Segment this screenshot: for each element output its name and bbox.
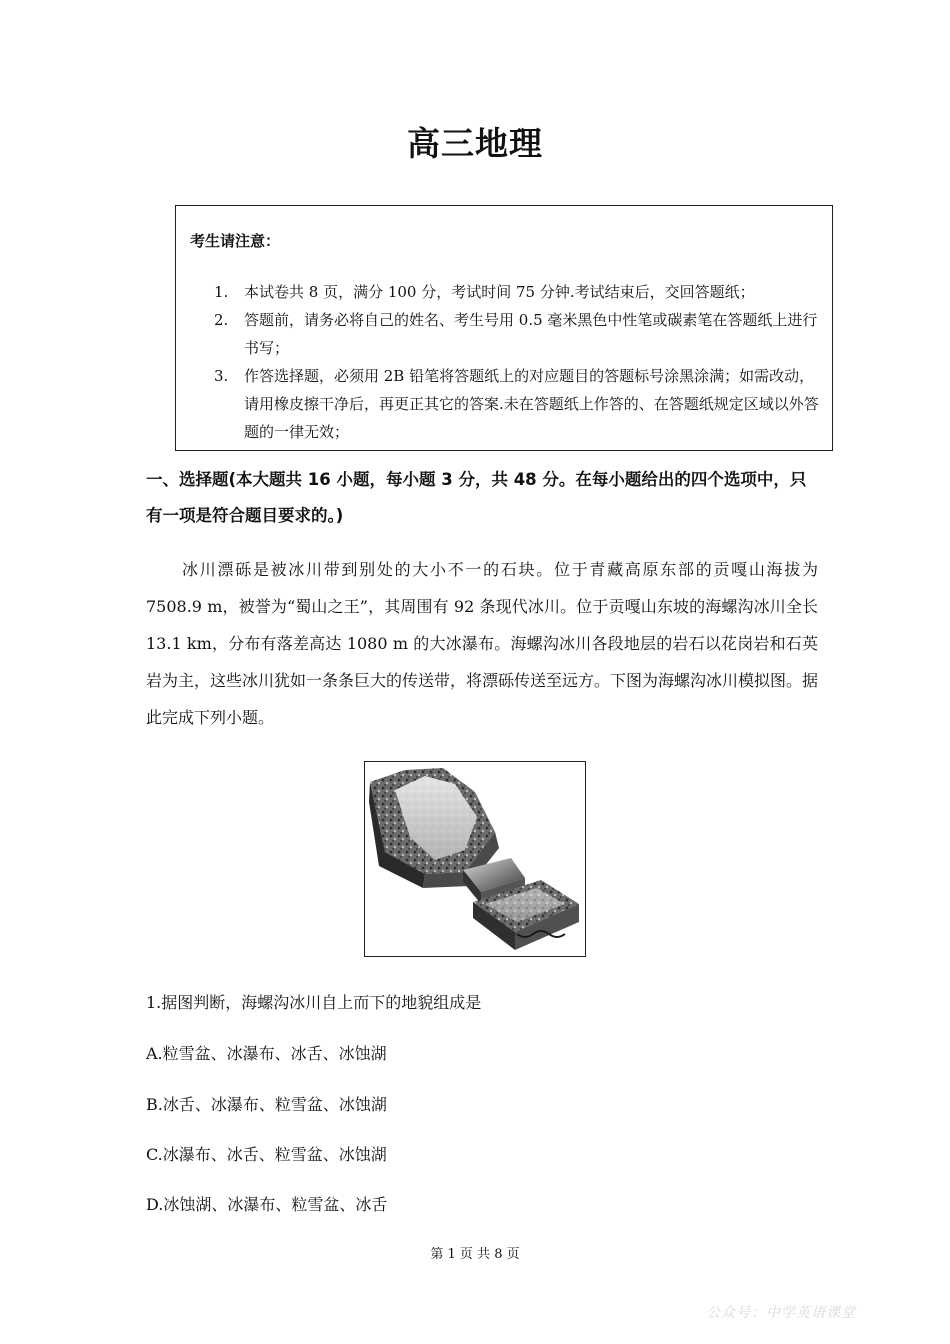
notice-item xyxy=(214,362,824,446)
glacier-model-figure xyxy=(364,761,586,957)
reading-passage: 冰川漂砾是被冰川带到别处的大小不一的石块。位于青藏高原东部的贡嘎山海拔为 7508.9 m，被誉为“蜀山之王”，其周围有 92 条现代冰川。位于贡嘎山东坡的海螺沟冰川全长 13.1 km，分布有落差高达 1080 m 的大冰瀑布。海螺沟冰川各段地层的岩石以花岗岩和石英岩为主，这些冰川犹如一条条巨大的传送带，将漂砾传送至远方。下图为海螺沟冰川模拟图。据此完成下列小题。 xyxy=(146,560,819,727)
glacier-model-illustration xyxy=(365,762,584,955)
notice-list xyxy=(214,278,824,446)
question-1-option-c: C.冰瀑布、冰舌、粒雪盆、冰蚀湖 xyxy=(146,1145,387,1164)
question-1-stem: 1.据图判断，海螺沟冰川自上而下的地貌组成是 xyxy=(146,993,482,1012)
notice-item xyxy=(214,278,824,306)
question-1-option-d: D.冰蚀湖、冰瀑布、粒雪盆、冰舌 xyxy=(146,1195,388,1214)
notice-item-text: 作答选择题，必须用 2B 铅笔将答题纸上的对应题目的答题标号涂黑涂满；如需改动，请用橡皮擦干净后，再更正其它的答案.未在答题纸上作答的、在答题纸规定区域以外答题的一律无效； xyxy=(244,367,819,441)
notice-item-text: 答题前，请务必将自己的姓名、考生号用 0.5 毫米黑色中性笔或碳素笔在答题纸上进行书写； xyxy=(244,311,818,357)
question-1-option-b: B.冰舌、冰瀑布、粒雪盆、冰蚀湖 xyxy=(146,1095,387,1114)
notice-item-text: 本试卷共 8 页，满分 100 分，考试时间 75 分钟.考试结束后，交回答题纸； xyxy=(244,283,755,301)
notice-item-number: 2. xyxy=(214,311,229,329)
notice-heading: 考生请注意： xyxy=(190,232,281,250)
notice-item-number: 3. xyxy=(214,367,229,385)
question-1-option-a: A.粒雪盆、冰瀑布、冰舌、冰蚀湖 xyxy=(146,1044,387,1063)
notice-item-number: 1. xyxy=(214,283,229,301)
section-heading: 一、选择题(本大题共 16 小题，每小题 3 分，共 48 分。在每小题给出的四个选项中，只有一项是符合题目要求的。) xyxy=(146,470,807,525)
watermark: 公众号：中学英语课堂 xyxy=(706,1305,856,1321)
page-footer: 第 1 页 共 8 页 xyxy=(430,1247,520,1262)
notice-item xyxy=(214,306,824,362)
notice-box xyxy=(175,205,833,451)
page-title: 高三地理 xyxy=(407,124,543,163)
